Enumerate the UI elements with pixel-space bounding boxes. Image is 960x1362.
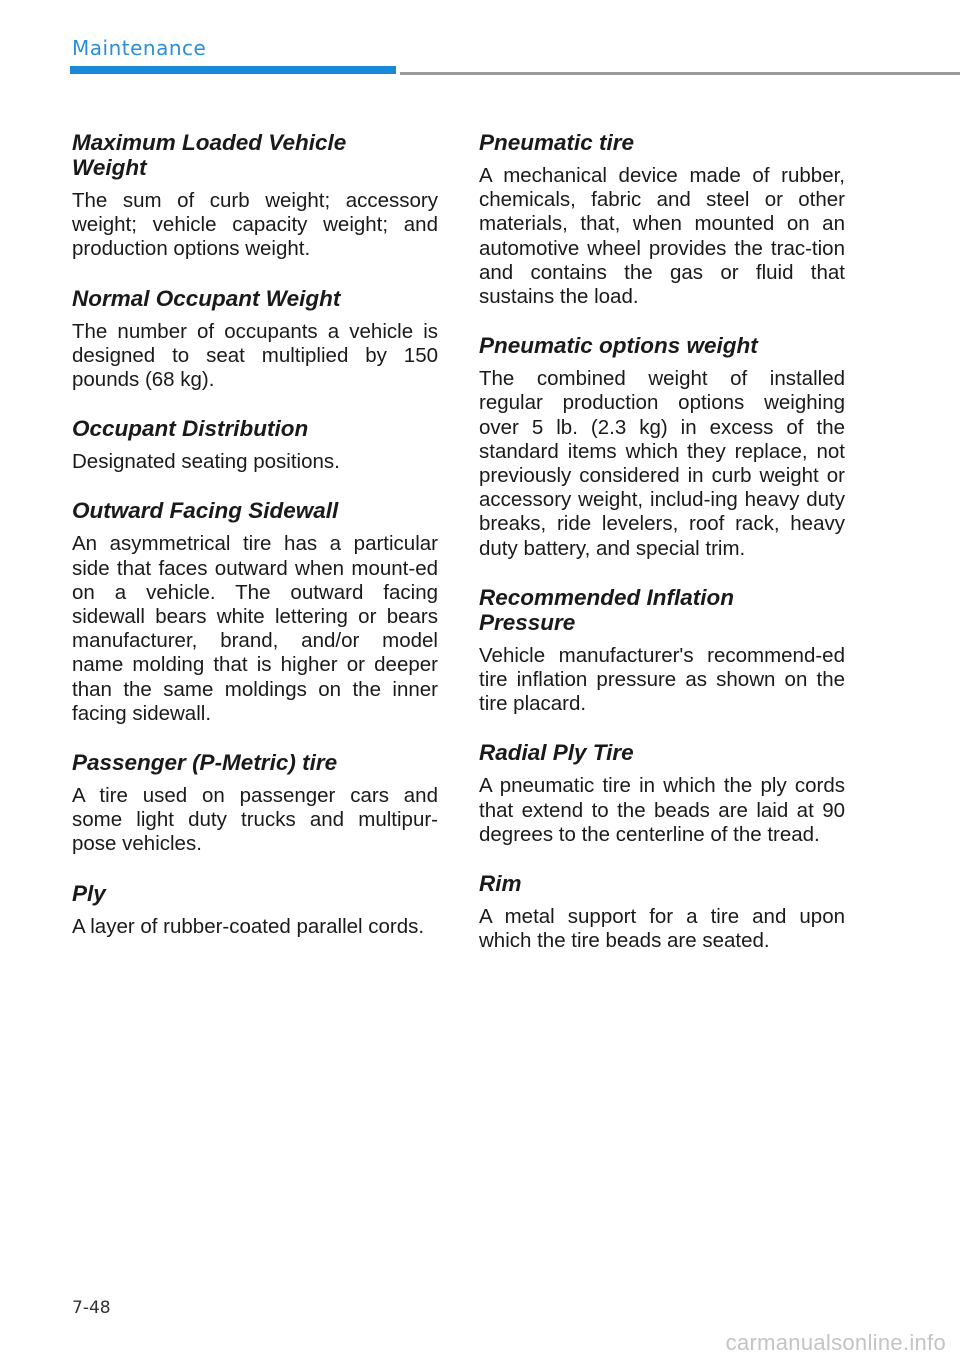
- term-definition: An asymmetrical tire has a particular side that faces outward when mount-ed on a vehicle. The outward facing sidewall bears white lettering or bears manufacturer, brand, and/or model name molding that is higher or deeper than the same moldings on the inner facing sidewall.: [72, 532, 438, 725]
- term-title: Rim: [479, 871, 522, 897]
- glossary-entry: [72, 750, 438, 857]
- term-title: Pneumatic options weight: [479, 333, 758, 359]
- term-title: Normal Occupant Weight: [72, 285, 341, 311]
- term-definition: The number of occupants a vehicle is designed to seat multiplied by 150 pounds (68 kg).: [72, 319, 438, 392]
- term-definition: A metal support for a tire and upon which the tire beads are seated.: [479, 905, 845, 953]
- term-title: Passenger (P-Metric) tire: [72, 750, 338, 776]
- site-watermark: carmanualsonline.info: [725, 1330, 946, 1355]
- term-title: Occupant Distribution: [72, 416, 309, 442]
- term-title: Maximum Loaded Vehicle Weight: [72, 130, 347, 180]
- term-definition: The sum of curb weight; accessory weight; vehicle capacity weight; and production options weight.: [72, 189, 438, 261]
- glossary-entry: [479, 585, 845, 717]
- term-definition: A pneumatic tire in which the ply cords that extend to the beads are laid at 90 degrees to the centerline of the tread.: [479, 774, 845, 846]
- header-accent-rule: [70, 66, 396, 74]
- glossary-entry: [72, 286, 438, 393]
- glossary-entry: [72, 881, 438, 939]
- glossary-entry: [479, 740, 845, 847]
- glossary-entry: [72, 416, 438, 474]
- term-title: Recommended Inflation Pressure: [479, 584, 735, 635]
- glossary-entry: [479, 871, 845, 953]
- term-title: Radial Ply Tire: [479, 740, 634, 766]
- glossary-entry: [479, 333, 845, 561]
- page-number: 7-48: [72, 1298, 111, 1318]
- term-definition: A mechanical device made of rubber, chemicals, fabric and steel or other materials, that, when mounted on an automotive wheel provides the trac-tion and contains the gas or fluid that sustains the load.: [479, 164, 845, 309]
- term-definition: A tire used on passenger cars and some light duty trucks and multipur-pose vehicles.: [72, 784, 438, 856]
- glossary-entry: [72, 130, 438, 262]
- term-title: Pneumatic tire: [479, 130, 635, 155]
- term-definition: Vehicle manufacturer's recommend-ed tire inflation pressure as shown on the tire placard.: [479, 643, 845, 716]
- term-definition: The combined weight of installed regular production options weighing over 5 lb. (2.3 kg) in excess of the standard items which they replace, not previously considered in curb weight or accessory weight, includ-ing heavy duty breaks, ride levelers, roof rack, heavy duty battery, and special trim.: [479, 367, 845, 560]
- term-definition: A layer of rubber-coated parallel cords.: [72, 914, 425, 938]
- term-definition: Designated seating positions.: [72, 450, 340, 474]
- term-title: Outward Facing Sidewall: [72, 498, 339, 524]
- right-column: [479, 130, 845, 977]
- term-title: Ply: [72, 880, 106, 906]
- header-divider-rule: [400, 72, 960, 75]
- left-column: [72, 130, 438, 963]
- glossary-entry: [479, 130, 845, 309]
- section-title: Maintenance: [72, 36, 207, 60]
- glossary-entry: [72, 498, 438, 726]
